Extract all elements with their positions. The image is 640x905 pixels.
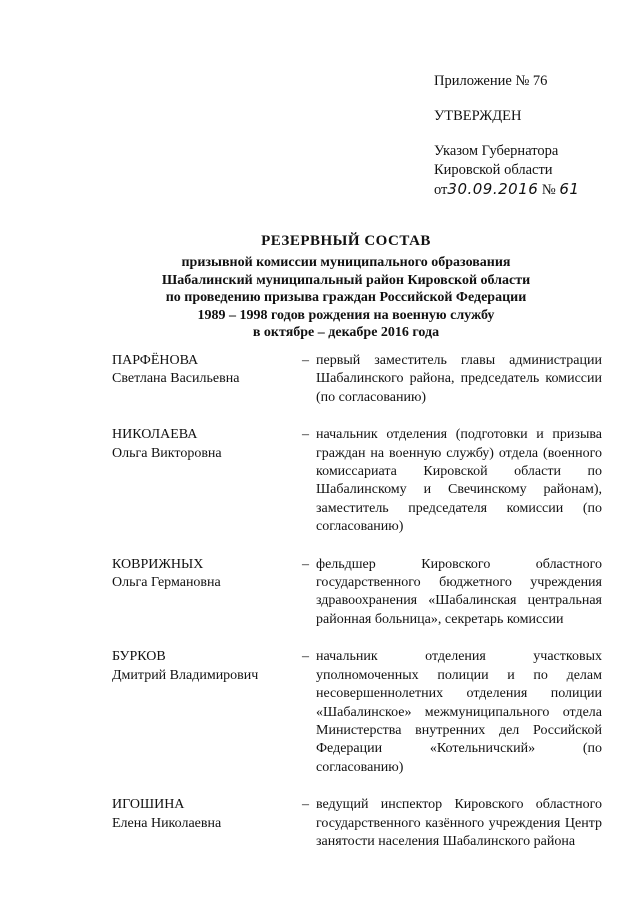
member-surname: КОВРИЖНЫХ xyxy=(112,556,204,572)
member-entry xyxy=(112,556,602,630)
member-entry xyxy=(112,796,602,851)
dash-separator: – xyxy=(302,556,309,572)
title-line: по проведению призыва граждан Российской Федерации xyxy=(165,290,527,306)
title-line: 1989 – 1998 годов рождения на военную службу xyxy=(197,307,495,323)
dash-separator: – xyxy=(302,427,309,443)
approval-stamp xyxy=(434,72,624,200)
member-role: первый заместитель главы администрации Шабалинского района, председатель комиссии (по согласованию) xyxy=(316,353,602,405)
member-name xyxy=(112,648,302,777)
member-list xyxy=(112,352,602,870)
decree-line-1: Указом Губернатора xyxy=(434,143,559,159)
member-name xyxy=(112,556,302,630)
member-given-name: Светлана Васильевна xyxy=(112,371,240,387)
dash-separator: – xyxy=(302,797,309,813)
member-role: фельдшер Кировского областного государственного бюджетного учреждения здравоохранения «Шабалинская центральная районная больница», секретарь комиссии xyxy=(316,556,602,627)
appendix-number: Приложение № 76 xyxy=(434,73,548,89)
member-entry xyxy=(112,352,602,407)
member-given-name: Дмитрий Владимирович xyxy=(112,667,259,683)
title-line: в октябре – декабре 2016 года xyxy=(252,325,440,341)
decree-line-2: Кировской области xyxy=(434,162,553,178)
member-role: начальник отделения (подготовки и призыва граждан на военную службу) отдела (военного комиссариата Кировской области по Шабалинскому и Свечинскому районам), заместитель председателя комиссии (по согласованию) xyxy=(316,427,602,535)
decree-date-line xyxy=(434,180,624,200)
member-given-name: Ольга Германовна xyxy=(112,575,221,591)
member-name xyxy=(112,352,302,407)
title-main: РЕЗЕРВНЫЙ СОСТАВ xyxy=(261,233,431,249)
dash-separator: – xyxy=(302,649,309,665)
handwritten-number: 61 xyxy=(559,180,580,198)
number-label: № xyxy=(541,182,556,198)
spacer xyxy=(434,126,624,142)
title-line: призывной комиссии муниципального образования xyxy=(181,255,511,270)
spacer xyxy=(434,91,624,107)
title-line: Шабалинский муниципальный район Кировской области xyxy=(161,272,531,288)
member-role: начальник отделения участковых уполномоченных полиции и по делам несовершеннолетних отделения полиции «Шабалинское» межмуниципального отдела Министерства внутренних дел Российской Федерации «Котельничский» (по согласованию) xyxy=(316,649,602,775)
date-prefix: от xyxy=(434,182,448,198)
member-entry xyxy=(112,426,602,536)
approved-heading: УТВЕРЖДЕН xyxy=(434,108,522,124)
member-surname: ПАРФЁНОВА xyxy=(112,353,199,368)
member-role: ведущий инспектор Кировского областного государственного казённого учреждения Центр занятости населения Шабалинского района xyxy=(316,797,602,849)
document-title xyxy=(80,231,612,342)
member-name xyxy=(112,796,302,851)
handwritten-date: 30.09.2016 xyxy=(447,180,539,198)
member-surname: ИГОШИНА xyxy=(112,797,185,813)
member-surname: НИКОЛАЕВА xyxy=(112,427,198,443)
member-given-name: Елена Николаевна xyxy=(112,815,222,831)
member-entry xyxy=(112,648,602,777)
dash-separator: – xyxy=(302,353,309,368)
member-surname: БУРКОВ xyxy=(112,649,166,665)
member-given-name: Ольга Викторовна xyxy=(112,445,222,461)
member-name xyxy=(112,426,302,536)
